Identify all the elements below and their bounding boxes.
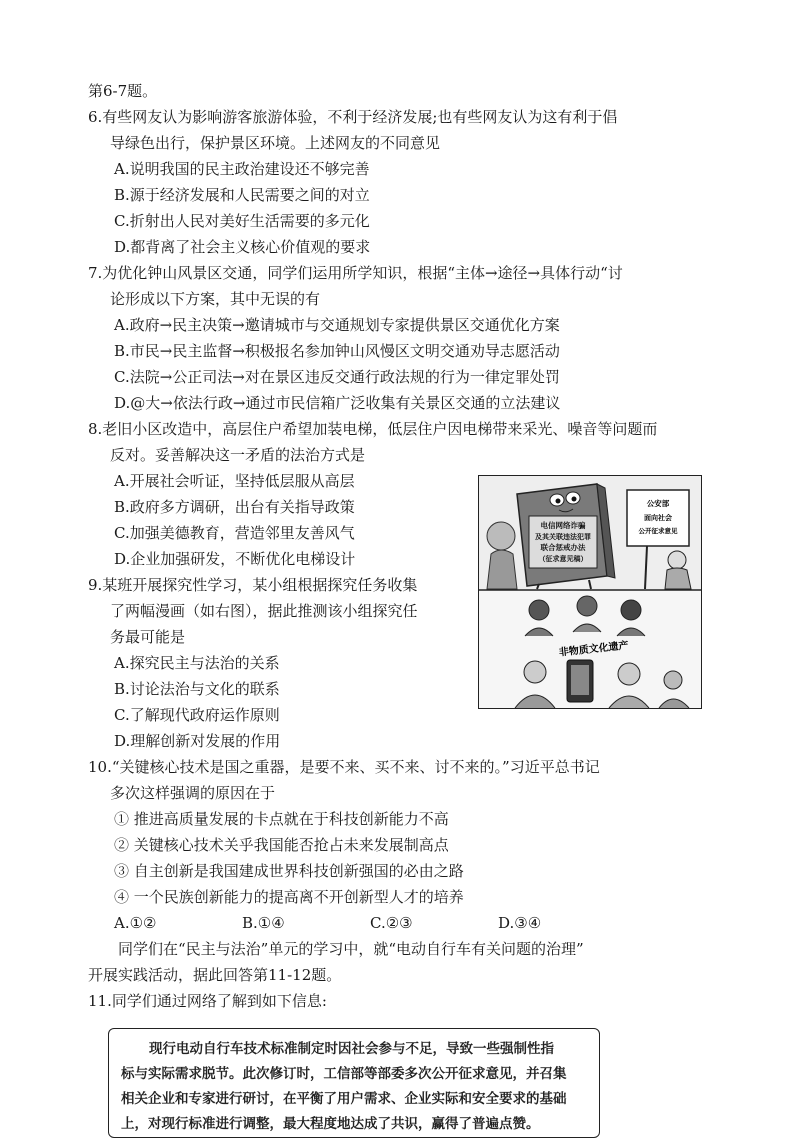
book-character bbox=[517, 484, 615, 589]
q6-option-c: C.折射出人民对美好生活需要的多元化 bbox=[114, 212, 370, 230]
book-text-4: （征求意见稿） bbox=[538, 555, 588, 563]
q9-stem-line1: 9.某班开展探究性学习，某小组根据探究任务收集 bbox=[88, 576, 418, 594]
intro-text: 第6-7题。 bbox=[88, 82, 158, 100]
q7-option-b: B.市民→民主监督→积极报名参加钟山风慢区文明交通劝导志愿活动 bbox=[114, 342, 560, 360]
q6-stem-line1: 6.有些网友认为影响游客旅游体验，不利于经济发展;也有些网友认为这有利于倡 bbox=[88, 108, 618, 126]
question-6 bbox=[88, 104, 718, 260]
q10-item-2: ② 关键核心技术关乎我国能否抢占未来发展制高点 bbox=[114, 836, 449, 854]
question-10 bbox=[88, 754, 718, 936]
book-text-1: 电信网络诈骗 bbox=[540, 521, 586, 530]
q10-option-d: D.③④ bbox=[498, 914, 542, 932]
book-text-3: 联合惩戒办法 bbox=[540, 543, 586, 552]
q10-stem-line2: 多次这样强调的原因在于 bbox=[110, 784, 276, 802]
q9-option-b: B.讨论法治与文化的联系 bbox=[114, 680, 280, 698]
q6-option-b: B.源于经济发展和人民需要之间的对立 bbox=[114, 186, 370, 204]
q8-option-d: D.企业加强研发，不断优化电梯设计 bbox=[114, 550, 356, 568]
q8-option-c: C.加强美德教育，营造邻里友善风气 bbox=[114, 524, 355, 542]
q6-option-a: A.说明我国的民主政治建设还不够完善 bbox=[114, 160, 370, 178]
cartoon-illustration bbox=[478, 475, 702, 709]
info-line3: 相关企业和专家进行研讨，在平衡了用户需求、企业实际和安全要求的基础 bbox=[121, 1091, 567, 1107]
q7-option-c: C.法院→公正司法→对在景区违反交通行政法规的行为一律定罪处罚 bbox=[114, 368, 560, 386]
q7-stem-line1: 7.为优化钟山风景区交通，同学们运用所学知识，根据“主体→途径→具体行动“讨 bbox=[88, 264, 623, 282]
q9-stem-line2: 了两幅漫画（如右图），据此推测该小组探究任 bbox=[110, 602, 418, 620]
q10-item-3: ③ 自主创新是我国建成世界科技创新强国的必由之路 bbox=[114, 862, 464, 880]
q6-stem-line2: 导绿色出行，保护景区环境。上述网友的不同意见 bbox=[110, 134, 441, 152]
q7-option-d: D.@大→依法行政→通过市民信箱广泛收集有关景区交通的立法建议 bbox=[114, 394, 561, 412]
q8-option-a: A.开展社会听证，坚持低层服从高层 bbox=[114, 472, 355, 490]
cartoon-svg bbox=[479, 476, 701, 708]
context-line2: 开展实践活动，据此回答第11-12题。 bbox=[88, 966, 342, 984]
info-line4: 上，对现行标准进行调整，最大程度地达成了共识，赢得了普遍点赞。 bbox=[121, 1116, 540, 1132]
q7-stem-line2: 论形成以下方案，其中无误的有 bbox=[110, 290, 321, 308]
q10-option-c: C.②③ bbox=[370, 914, 413, 932]
q8-option-b: B.政府多方调研，出台有关指导政策 bbox=[114, 498, 355, 516]
info-box bbox=[108, 1028, 600, 1138]
q6-option-d: D.都背离了社会主义核心价值观的要求 bbox=[114, 238, 371, 256]
info-line1: 现行电动自行车技术标准制定时因社会参与不足，导致一些强制性指 bbox=[149, 1041, 554, 1057]
q10-stem-line1: 10.“关键核心技术是国之重器，是要不来、买不来、讨不来的。”习近平总书记 bbox=[88, 758, 600, 776]
q10-item-4: ④ 一个民族创新能力的提高离不开创新型人才的培养 bbox=[114, 888, 464, 906]
book-text-2: 及其关联违法犯罪 bbox=[535, 533, 591, 541]
context-line1: 同学们在“民主与法治”单元的学习中，就“电动自行车有关问题的治理” bbox=[118, 940, 584, 958]
q10-option-a: A.①② bbox=[114, 914, 157, 932]
context-paragraph bbox=[88, 936, 718, 988]
q10-option-b: B.①④ bbox=[242, 914, 285, 932]
q7-option-a: A.政府→民主决策→邀请城市与交通规划专家提供景区交通优化方案 bbox=[114, 316, 560, 334]
question-7 bbox=[88, 260, 718, 416]
cartoon-panel-top bbox=[479, 476, 701, 589]
notice-text-3: 公开征求意见 bbox=[638, 527, 678, 535]
q8-stem-line2: 反对。妥善解决这一矛盾的法治方式是 bbox=[110, 446, 366, 464]
q10-options bbox=[88, 910, 718, 936]
q10-item-1: ① 推进高质量发展的卡点就在于科技创新能力不高 bbox=[114, 810, 449, 828]
q11-stem: 11.同学们通过网络了解到如下信息: bbox=[88, 992, 327, 1010]
notice-text-2: 面向社会 bbox=[644, 514, 672, 522]
q9-option-d: D.理解创新对发展的作用 bbox=[114, 732, 281, 750]
q8-stem-line1: 8.老旧小区改造中，高层住户希望加装电梯，低层住户因电梯带来采光、噪音等问题而 bbox=[88, 420, 658, 438]
cartoon-panel-bottom bbox=[479, 591, 701, 708]
q9-stem-line3: 务最可能是 bbox=[110, 628, 186, 646]
notice-text-1: 公安部 bbox=[646, 499, 670, 508]
info-line2: 标与实际需求脱节。此次修订时，工信部等部委多次公开征求意见，并召集 bbox=[121, 1066, 567, 1082]
q9-option-a: A.探究民主与法治的关系 bbox=[114, 654, 280, 672]
cartoon-banner: 非物质文化遗产 bbox=[558, 640, 630, 659]
q9-option-c: C.了解现代政府运作原则 bbox=[114, 706, 280, 724]
